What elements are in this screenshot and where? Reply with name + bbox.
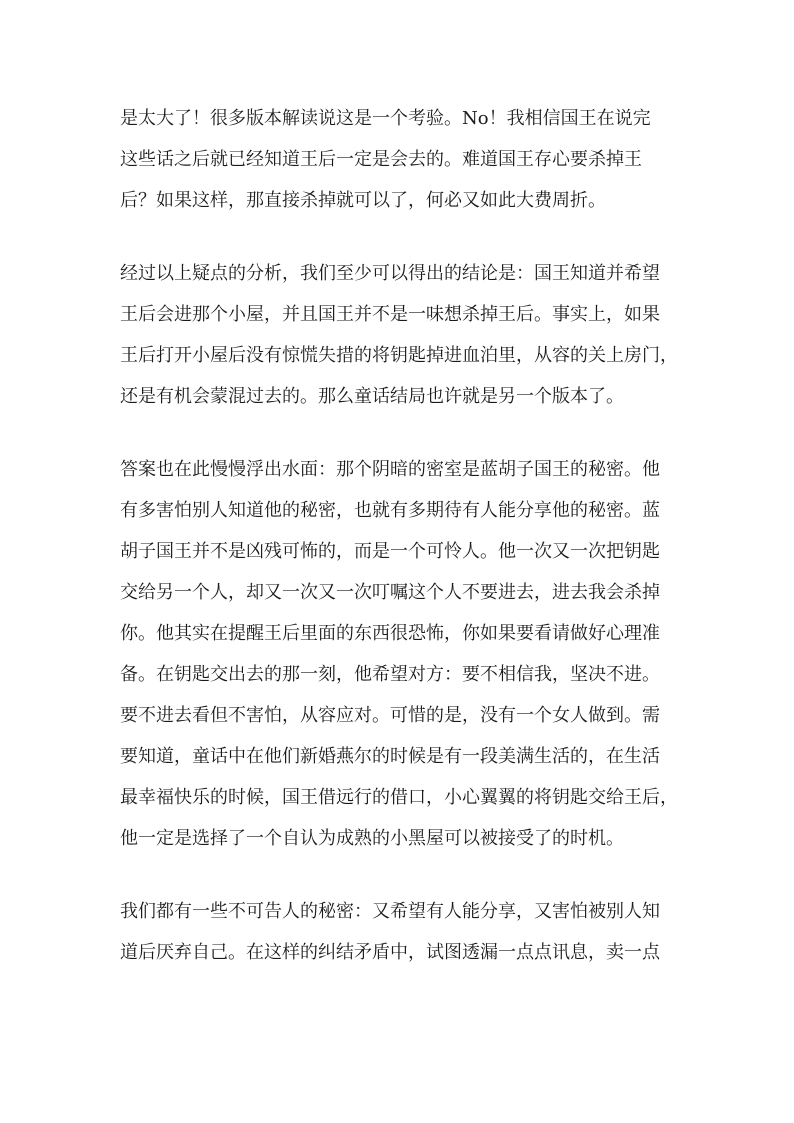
text-line: 王后打开小屋后没有惊慌失措的将钥匙掉进血泊里，从容的关上房门，	[120, 345, 678, 366]
text-line: 还是有机会蒙混过去的。那么童话结局也许就是另一个版本了。	[120, 386, 624, 407]
paragraph-4	[120, 891, 680, 973]
paragraph-3	[120, 449, 680, 859]
text-line: 这些话之后就已经知道王后一定是会去的。难道国王存心要杀掉王	[120, 149, 642, 170]
text-line: 答案也在此慢慢浮出水面：那个阴暗的密室是蓝胡子国王的秘密。他	[120, 459, 660, 480]
text-line: 要知道，童话中在他们新婚燕尔的时候是有一段美满生活的，在生活	[120, 746, 660, 767]
text-column	[120, 98, 680, 1005]
text-line: 有多害怕别人知道他的秘密，也就有多期待有人能分享他的秘密。蓝	[120, 500, 660, 521]
text-line: 是太大了！很多版本解读说这是一个考验。No！我相信国王在说完	[120, 108, 651, 129]
text-line: 你。他其实在提醒王后里面的东西很恐怖，你如果要看请做好心理准	[120, 623, 660, 644]
text-line: 胡子国王并不是凶残可怖的，而是一个可怜人。他一次又一次把钥匙	[120, 541, 660, 562]
text-line: 我们都有一些不可告人的秘密：又希望有人能分享，又害怕被别人知	[120, 901, 660, 922]
text-line: 王后会进那个小屋，并且国王并不是一味想杀掉王后。事实上，如果	[120, 304, 660, 325]
text-line: 道后厌弃自己。在这样的纠结矛盾中，试图透漏一点点讯息，卖一点	[120, 942, 660, 963]
text-line: 后？如果这样，那直接杀掉就可以了，何必又如此大费周折。	[120, 190, 606, 211]
text-line: 交给另一个人，却又一次又一次叮嘱这个人不要进去，进去我会杀掉	[120, 582, 660, 603]
text-line: 最幸福快乐的时候，国王借远行的借口，小心翼翼的将钥匙交给王后，	[120, 787, 678, 808]
text-line: 他一定是选择了一个自认为成熟的小黑屋可以被接受了的时机。	[120, 828, 624, 849]
paragraph-1	[120, 98, 680, 221]
paragraph-2	[120, 253, 680, 417]
text-line: 备。在钥匙交出去的那一刻，他希望对方：要不相信我，坚决不进。	[120, 664, 660, 685]
text-line: 经过以上疑点的分析，我们至少可以得出的结论是：国王知道并希望	[120, 263, 660, 284]
text-line: 要不进去看但不害怕，从容应对。可惜的是，没有一个女人做到。需	[120, 705, 660, 726]
